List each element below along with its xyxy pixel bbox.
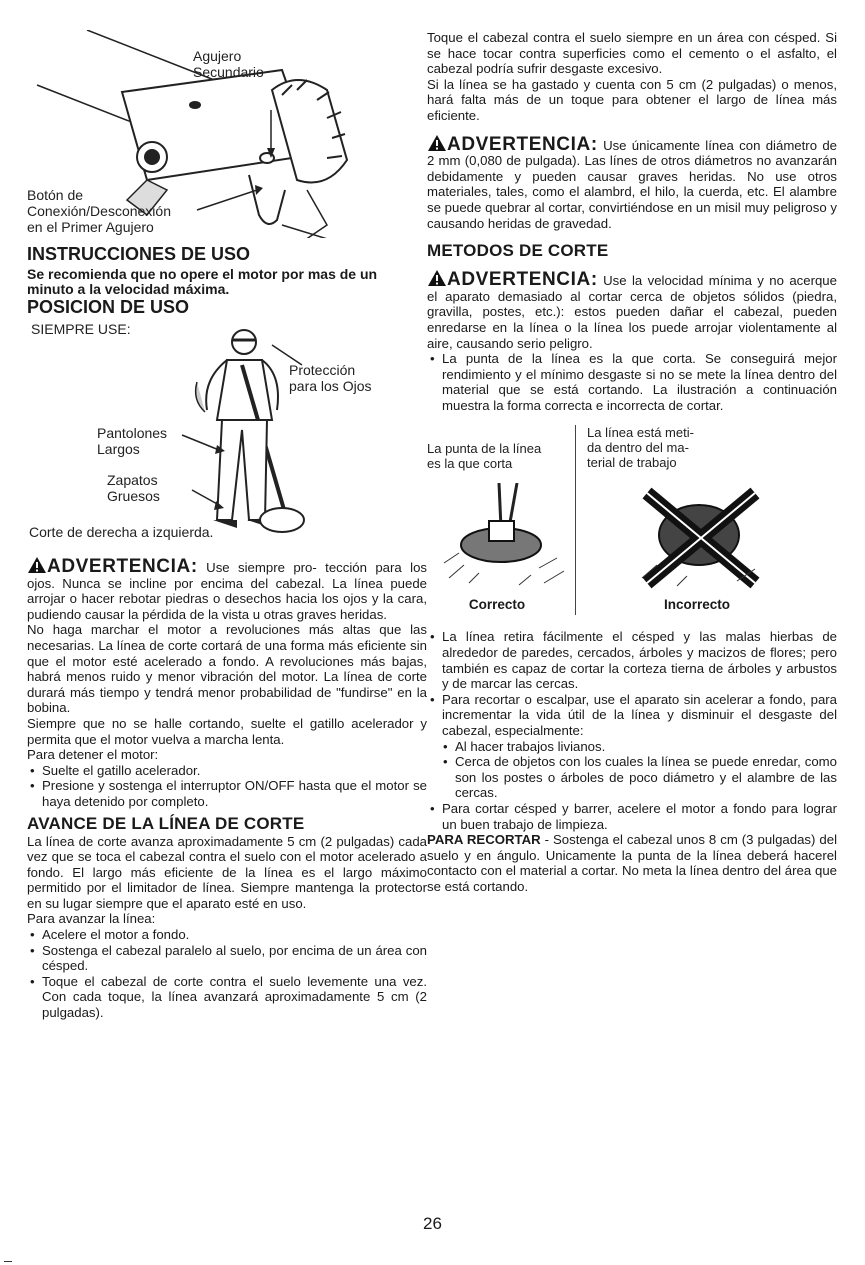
warning-title: ADVERTENCIA: xyxy=(47,556,198,577)
list-item-text: Para recortar o escalpar, use el aparato sin acelerar a fondo, para incrementar la vida útil de la línea y disminuir el desgaste del cabezal, especialmente: xyxy=(442,691,837,739)
release-trigger-paragraph: Siempre que no se halle cortando, suelte el gatillo acelerador y permita que el motor vuelva a marcha lenta. xyxy=(27,715,427,747)
warning-triangle-icon xyxy=(427,269,447,287)
list-item: • La línea retira fácilmente el césped y las malas hierbas de alrededor de paredes, cercados, árboles y macizos de flores; pero también es capaz de cortar la corteza tierna de árboles y arbustos y de marcar las cercas. xyxy=(442,629,837,691)
sub-list-item: • Cerca de objetos con los cuales la línea se puede enredar, como son los postes o árboles de poco diámetro y el alambre de las cercas. xyxy=(455,754,837,801)
sub-list xyxy=(442,739,837,801)
list-item xyxy=(442,692,837,801)
list-item: • Sostenga el cabezal paralelo al suelo, por encima de un área con césped. xyxy=(42,943,427,974)
trimming-lead: PARA RECORTAR xyxy=(427,832,541,848)
position-heading: POSICION DE USO xyxy=(27,297,190,317)
left-column xyxy=(27,30,427,1021)
stop-engine-intro: Para detener el motor: xyxy=(27,747,159,763)
tip-cuts-label: La punta de la línea es la que corta xyxy=(427,441,542,472)
list-item: • Acelere el motor a fondo. xyxy=(42,927,427,943)
figure-caption: Corte de derecha a izquierda. xyxy=(29,524,214,540)
correct-incorrect-figure xyxy=(427,425,837,615)
stop-engine-list xyxy=(27,763,427,810)
list-item: • Presione y sostenga el interruptor ON/OFF hasta que el motor se haya detenido por completo. xyxy=(42,778,427,809)
max-speed-note: Se recomienda que no opere el motor por mas de un minuto a la velocidad máxima. xyxy=(27,266,378,297)
warning-lead: Use la velocidad xyxy=(603,273,704,289)
worn-line-paragraph: Si la línea se ha gastado y cuenta con 5 cm (2 pulgadas) o menos, hará falta más de un toque para obtener el largo de línea más eficiente. xyxy=(427,76,837,123)
warning-body: mínima y no acerque el aparato demasiado al cortar cerca de objetos sólidos (piedra, gravilla, postes, etc.): estos pueden dañar el cabezal, pueden enredarse en la línea o la línea los puede arrojar violentamente al aire, causando serio peligro. xyxy=(427,273,837,351)
operator-illustration xyxy=(27,320,427,548)
warning-triangle-icon xyxy=(27,556,47,574)
warning-eye-protection xyxy=(27,556,427,622)
advance-line-list xyxy=(27,927,427,1021)
tap-ground-paragraph: Toque el cabezal contra el suelo siempre en un área con césped. Si se hace tocar contra superficies como el cemento o el asfalto, el cabezal podría sufrir desgaste excesivo. xyxy=(427,30,837,77)
cutting-methods-list xyxy=(427,629,837,832)
connection-button-label: Botón de Conexión/Desconexión en el Primer Agujero xyxy=(27,187,171,235)
warning-body: tección para los ojos. Nunca se incline por encima del cabezal. La línea puede arrojar o hacer rebotar piedras o desechos hacia los ojos y la cara, pudiendo causar la pérdida de la vista u otras graves heridas. xyxy=(27,560,427,622)
secondary-hole-label: Agujero Secundario xyxy=(193,48,264,80)
crop-mark xyxy=(4,1261,12,1262)
warning-triangle-icon xyxy=(427,134,447,152)
coupler-figure xyxy=(27,30,427,238)
line-advance-heading: AVANCE DE LA LÍNEA DE CORTE xyxy=(27,813,305,833)
warning-lead: Use únicamente xyxy=(603,137,700,153)
warning-lead: Use siempre pro- xyxy=(206,560,317,575)
incorrect-caption: Incorrecto xyxy=(663,597,731,613)
line-advance-paragraph: La línea de corte avanza aproximadamente 5 cm (2 pulgadas) cada vez que se toca el cabezal contra el suelo con el motor acelerado a fondo. El largo más eficiente de la línea es el largo máximo permitido por el limitador de línea. Siempre mantenga la protector en su lugar siempre que el aparato esté en uso. xyxy=(27,833,427,911)
warning-title: ADVERTENCIA: xyxy=(447,269,598,291)
page-number: 26 xyxy=(423,1214,442,1233)
list-item: • La punta de la línea es la que corta. Se conseguirá mejor rendimiento y el mínimo desgaste si no se mete la línea dentro del material que se está cortando. La ilustración a continuación muestra la forma correcta e incorrecta de cortar. xyxy=(442,351,837,413)
eye-protection-label: Protección para los Ojos xyxy=(289,362,372,394)
instructions-heading: INSTRUCCIONES DE USO xyxy=(27,244,251,264)
advance-line-intro: Para avanzar la línea: xyxy=(27,911,156,927)
line-inside-label: La línea está meti- da dentro del ma- terial de trabajo xyxy=(587,425,694,471)
cutting-methods-heading: METODOS DE CORTE xyxy=(427,241,609,261)
figure-divider xyxy=(575,425,576,615)
always-use-label: SIEMPRE USE: xyxy=(31,321,131,337)
long-pants-label: Pantolones Largos xyxy=(97,425,168,457)
right-column xyxy=(427,30,837,895)
correct-caption: Correcto xyxy=(468,597,526,613)
correct-cutting-icon xyxy=(439,483,569,593)
cutting-tip-list xyxy=(427,351,837,413)
warning-low-speed xyxy=(427,269,837,351)
warning-line-diameter xyxy=(427,134,837,232)
list-item: • Para cortar césped y barrer, acelere el motor a fondo para lograr un buen trabajo de limpieza. xyxy=(442,801,837,832)
operator-figure xyxy=(27,320,427,548)
trimming-paragraph xyxy=(427,832,837,894)
list-item: • Toque el cabezal de corte contra el suelo levemente una vez. Con cada toque, la línea avanzará aproximadamente 5 cm (2 pulgadas). xyxy=(42,974,427,1021)
heavy-shoes-label: Zapatos Gruesos xyxy=(107,472,160,504)
warning-body: línea con diámetro de 2 mm (0,080 de pulgada). Las línes de otros diámetros no avanzarán debidamente y pueden causar graves heridas. No use otros materiales, tales, como el alambrd, el hilo, la cuerda, etc. El alambre se puede quebrar al cortar, convirtiéndose en un misil muy peligroso y causando heridas de gravedad. xyxy=(427,137,837,231)
list-item: • Suelte el gatillo acelerador. xyxy=(42,763,427,779)
incorrect-cutting-icon xyxy=(637,483,767,593)
trimming-text: - Sostenga el cabezal unos 8 cm (3 pulgadas) del suelo y en ángulo. Unicamente la punta de la línea deberá hacerel contacto con el material a cortar. No meta la línea dentro del área que se está cortando. xyxy=(427,832,837,894)
sub-list-item: • Al hacer trabajos livianos. xyxy=(455,739,837,755)
warning-title: ADVERTENCIA: xyxy=(447,133,598,155)
engine-rpm-paragraph: No haga marchar el motor a revoluciones más altas que las necesarias. La línea de corte cortará de una forma más eficiente sin que el motor esté acelerado a fondo. A revoluciones más bajas, habrá menos ruido y menor vibración del motor. La línea de corte durará más tiempo y tendrá menor probabilidad de "fundirse" en la bobina. xyxy=(27,622,427,716)
